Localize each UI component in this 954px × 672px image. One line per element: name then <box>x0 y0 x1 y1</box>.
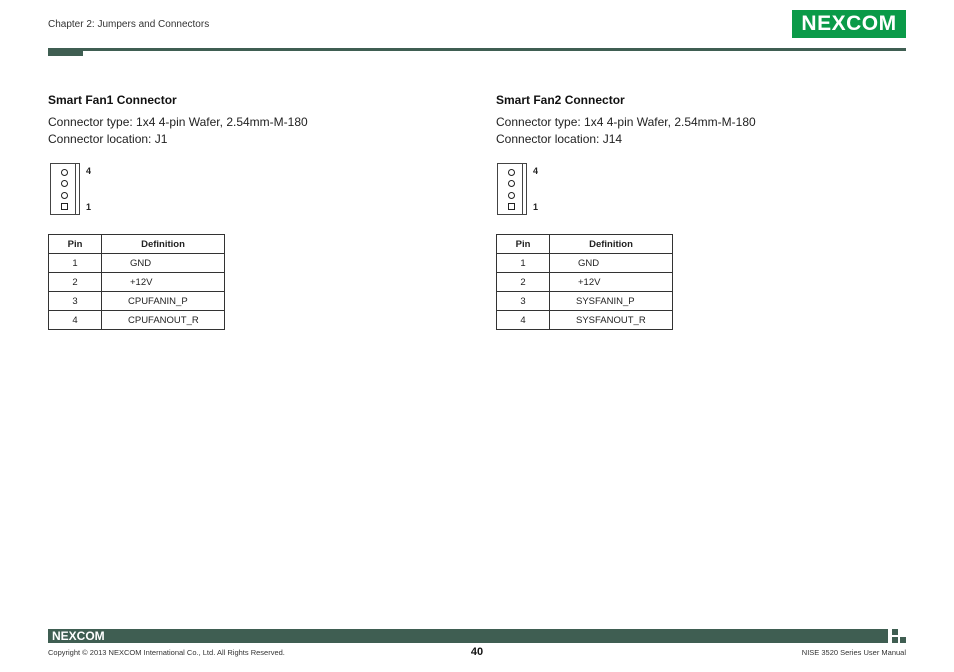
pin-4-icon <box>508 169 515 176</box>
connector-location-fan1: Connector location: J1 <box>48 132 168 146</box>
pin-1-icon <box>61 203 68 210</box>
connector-type-fan1: Connector type: 1x4 4-pin Wafer, 2.54mm-M-180 <box>48 115 308 129</box>
connector-diagram-fan1 <box>50 163 80 215</box>
table-row <box>497 254 673 273</box>
table-cell-definition: GND <box>550 254 673 273</box>
manual-title: NISE 3520 Series User Manual <box>801 648 906 657</box>
table-header-pin: Pin <box>49 235 102 254</box>
pin-3-icon <box>61 180 68 187</box>
footer-logo: NEXCOM <box>52 629 105 643</box>
pin-definition-table-fan1 <box>48 234 225 330</box>
footer-square-icon <box>892 629 898 635</box>
table-row <box>49 311 225 330</box>
table-row <box>49 292 225 311</box>
footer-square-icon <box>900 637 906 643</box>
table-cell-pin: 3 <box>49 292 102 311</box>
pin-3-icon <box>508 180 515 187</box>
table-cell-definition: SYSFANIN_P <box>550 292 673 311</box>
footer-square-icon <box>892 637 898 643</box>
chapter-title: Chapter 2: Jumpers and Connectors <box>48 19 210 30</box>
connector-type-fan2: Connector type: 1x4 4-pin Wafer, 2.54mm-M-180 <box>496 115 756 129</box>
pin-2-icon <box>508 192 515 199</box>
table-cell-definition: SYSFANOUT_R <box>550 311 673 330</box>
table-header-pin: Pin <box>497 235 550 254</box>
copyright-text: Copyright © 2013 NEXCOM International Co., Ltd. All Rights Reserved. <box>48 648 285 657</box>
header-rule-accent <box>48 48 83 56</box>
pin-label-bottom-fan2: 1 <box>533 202 539 212</box>
table-row <box>49 273 225 292</box>
table-cell-definition: CPUFANIN_P <box>102 292 225 311</box>
table-cell-definition: GND <box>102 254 225 273</box>
pin-2-icon <box>61 192 68 199</box>
table-cell-pin: 2 <box>49 273 102 292</box>
section-title-fan1: Smart Fan1 Connector <box>48 93 177 107</box>
table-row <box>497 292 673 311</box>
pin-1-icon <box>508 203 515 210</box>
table-cell-definition: CPUFANOUT_R <box>102 311 225 330</box>
header-rule <box>48 48 906 51</box>
page-number: 40 <box>470 646 484 658</box>
footer-bar <box>48 629 888 643</box>
table-row <box>497 311 673 330</box>
table-cell-definition: +12V <box>550 273 673 292</box>
table-header-row <box>497 235 673 254</box>
table-header-definition: Definition <box>550 235 673 254</box>
pin-4-icon <box>61 169 68 176</box>
pin-label-bottom-fan1: 1 <box>86 202 92 212</box>
table-row <box>49 254 225 273</box>
table-cell-pin: 1 <box>497 254 550 273</box>
pin-label-top-fan1: 4 <box>86 166 92 176</box>
table-header-definition: Definition <box>102 235 225 254</box>
table-cell-pin: 4 <box>497 311 550 330</box>
section-title-fan2: Smart Fan2 Connector <box>496 93 625 107</box>
table-cell-pin: 3 <box>497 292 550 311</box>
table-cell-definition: +12V <box>102 273 225 292</box>
pin-label-top-fan2: 4 <box>533 166 539 176</box>
table-row <box>497 273 673 292</box>
table-cell-pin: 4 <box>49 311 102 330</box>
nexcom-logo-text: NEXCOM <box>801 12 897 35</box>
connector-diagram-fan2 <box>497 163 527 215</box>
table-header-row <box>49 235 225 254</box>
pin-definition-table-fan2 <box>496 234 673 330</box>
table-cell-pin: 1 <box>49 254 102 273</box>
connector-location-fan2: Connector location: J14 <box>496 132 623 146</box>
table-cell-pin: 2 <box>497 273 550 292</box>
